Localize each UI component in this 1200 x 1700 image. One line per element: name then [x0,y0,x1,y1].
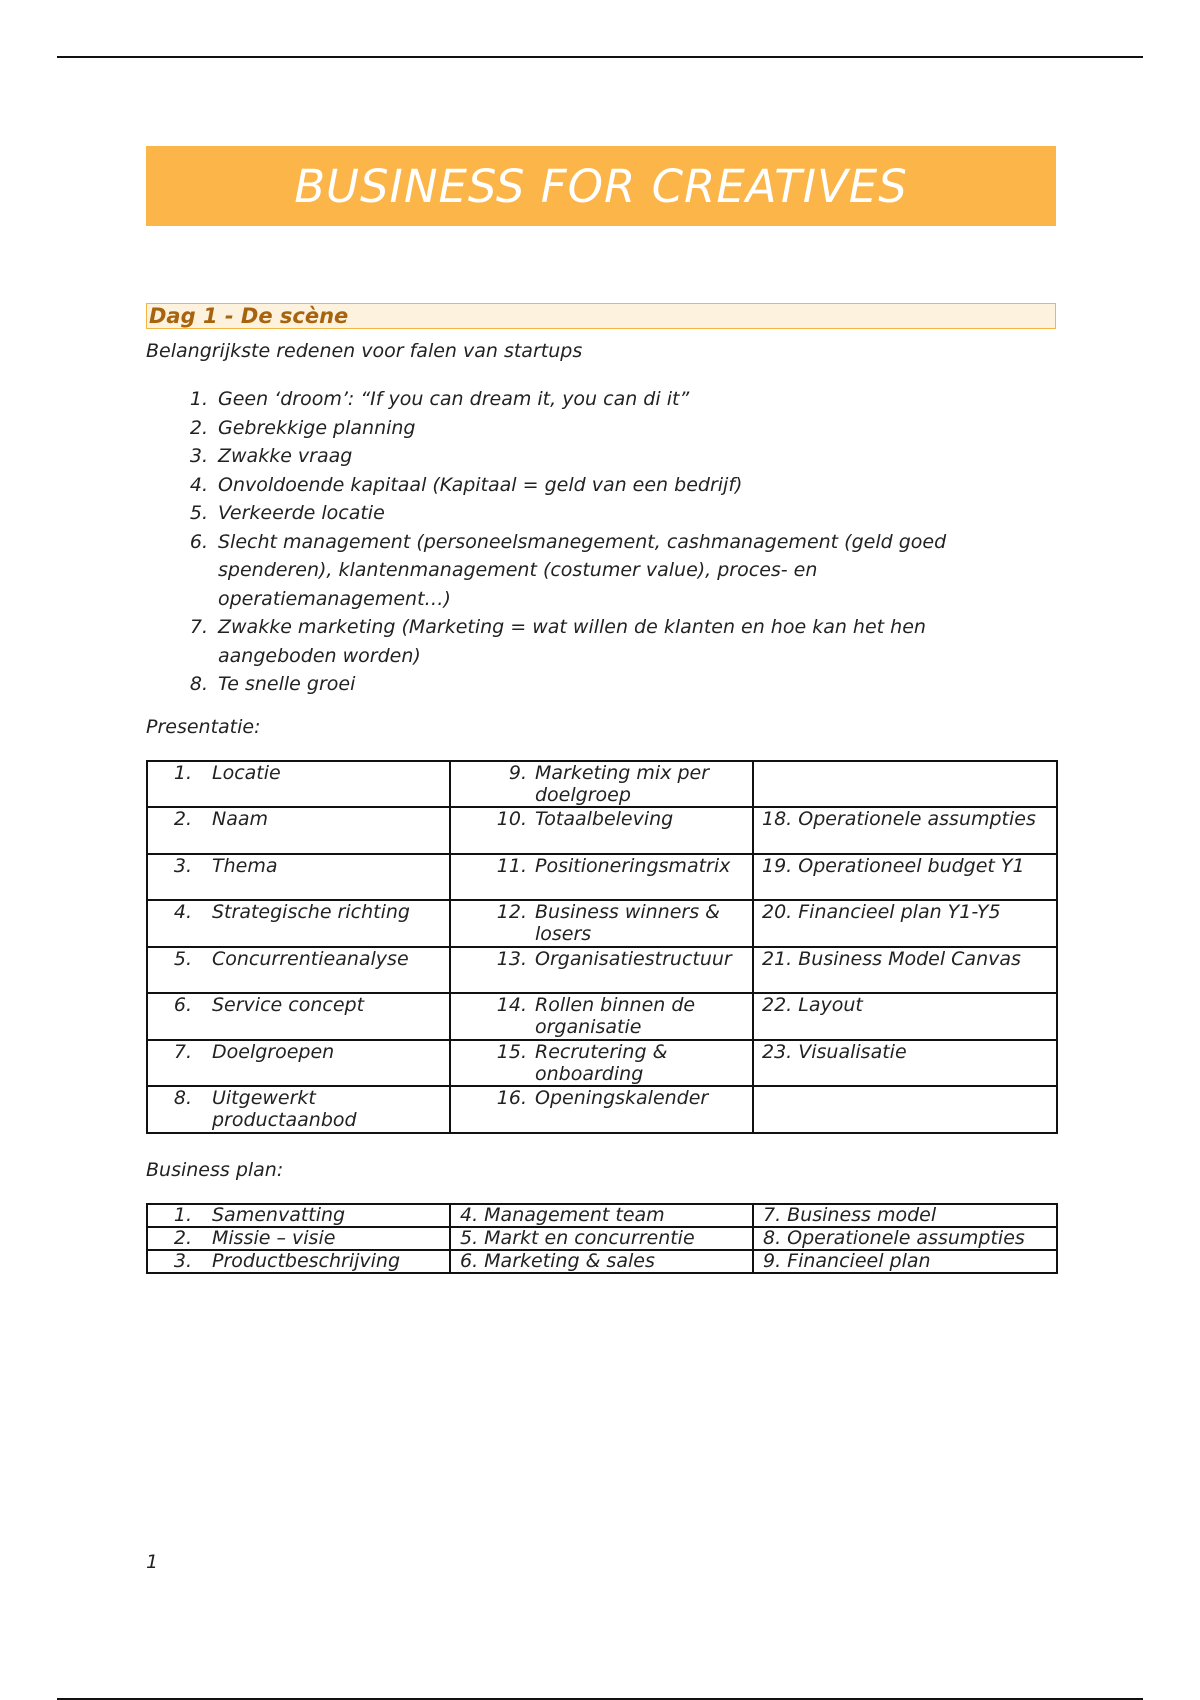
item-label: Naam [212,808,269,830]
cell-content [148,1205,449,1226]
table-row [147,1086,1057,1133]
table-row [147,900,1057,947]
item-number: 7. [173,1040,192,1063]
cell-content [451,855,752,877]
cell-content [148,1087,449,1131]
table-cell: 7. Business model [753,1204,1057,1227]
presentation-table [146,760,1058,1134]
list-item-text: Geen ‘droom’: “If you can dream it, you can di it” [218,388,690,410]
list-item [146,471,1056,500]
table-cell: 23. Visualisatie [753,1040,1057,1087]
list-item-number: 1. [189,388,208,410]
table-cell [147,1040,450,1087]
cell-content [451,948,752,970]
table-cell [450,761,753,808]
table-row [147,993,1057,1040]
title-banner [146,146,1056,226]
list-item [146,414,1056,443]
list-item [146,442,1056,471]
item-number: 6. [173,994,192,1016]
table-cell [147,854,450,901]
table-cell [147,1250,450,1273]
table-cell: 19. Operationeel budget Y1 [753,854,1057,901]
list-item [146,499,1056,528]
table-cell: 21. Business Model Canvas [753,947,1057,994]
table-cell [753,1086,1057,1133]
page-content [146,146,1056,1274]
item-label: Thema [212,854,278,877]
table-cell: 20. Financieel plan Y1-Y5 [753,900,1057,947]
item-number: 1. [173,761,192,784]
table-cell [147,807,450,854]
table-row [147,854,1057,901]
table-row [147,807,1057,854]
cell-content [451,808,752,830]
item-number: 11. [496,854,527,877]
reasons-list [146,385,1056,699]
item-label: Productbeschrijving [212,1249,401,1272]
item-label: Concurrentieanalyse [212,947,409,970]
table-cell [450,807,753,854]
item-label: Samenvatting [212,1203,346,1226]
header-rule [57,56,1143,58]
cell-content [148,901,449,923]
item-number: 2. [173,808,192,830]
list-item-number: 2. [189,416,208,439]
table-cell [450,900,753,947]
item-label: Positioneringsmatrix [535,854,731,877]
cell-content [451,762,752,806]
cell-content [148,1228,449,1249]
item-label: Rollen binnen de organisatie [535,994,696,1038]
list-item-number: 3. [189,445,208,467]
table-cell [147,761,450,808]
cell-content [451,1041,752,1085]
item-number: 16. [496,1087,527,1109]
item-number: 8. [173,1087,192,1109]
table-cell [450,947,753,994]
item-number: 3. [173,854,192,877]
table-cell [450,1086,753,1133]
item-number: 5. [173,947,192,970]
presentation-label: Presentatie: [146,715,261,738]
intro-text: Belangrijkste redenen voor falen van startups [146,340,583,362]
list-item [146,670,1056,699]
table-cell [450,1040,753,1087]
item-number: 1. [173,1203,192,1226]
item-number: 2. [173,1226,192,1249]
item-number: 4. [173,901,192,923]
list-item-text: Te snelle groei [218,673,356,695]
list-item [146,528,1056,614]
item-label: Strategische richting [212,901,410,923]
table-cell: 8. Operationele assumpties [753,1227,1057,1250]
section-heading [146,303,1056,329]
table-cell: 4. Management team [450,1204,753,1227]
item-number: 10. [496,808,527,830]
cell-content [148,808,449,830]
table-cell [753,761,1057,808]
cell-content [148,1041,449,1063]
business-plan-label: Business plan: [146,1158,284,1181]
table-cell [147,1086,450,1133]
list-item [146,385,1056,414]
list-item-number: 8. [189,673,208,695]
item-label: Marketing mix per doelgroep [535,761,710,806]
item-label: Totaalbeleving [535,808,674,830]
item-number: 12. [496,901,527,923]
table-row [147,1227,1057,1250]
table-cell [450,854,753,901]
table-cell [147,900,450,947]
table-cell: 22. Layout [753,993,1057,1040]
table-cell [147,993,450,1040]
table-cell: 9. Financieel plan [753,1250,1057,1273]
table-cell [147,1227,450,1250]
table-cell [450,993,753,1040]
table-cell [147,947,450,994]
table-cell: 5. Markt en concurrentie [450,1227,753,1250]
list-item-number: 4. [189,473,208,496]
list-item-text: Verkeerde locatie [218,502,385,524]
table-cell: 18. Operationele assumpties [753,807,1057,854]
list-item-number: 5. [189,502,208,524]
table-cell [147,1204,450,1227]
cell-content [451,901,752,945]
business-plan-table [146,1203,1058,1274]
item-label: Doelgroepen [212,1040,335,1063]
item-label: Organisatiestructuur [535,947,732,970]
table-cell: 6. Marketing & sales [450,1250,753,1273]
cell-content [148,994,449,1016]
list-item-text: Slecht management (personeelsmanegement, cashmanagement (geld goed spenderen), klantenmanagement (costumer value), proces- en operatiemanagement…) [218,530,947,610]
cell-content [148,948,449,970]
cell-content [148,855,449,877]
list-item-text: Zwakke vraag [218,445,353,467]
page-number: 1 [146,1551,159,1573]
cell-content [451,994,752,1038]
list-item-text: Zwakke marketing (Marketing = wat willen de klanten en hoe kan het hen aangeboden worden) [218,616,926,667]
item-number: 14. [496,994,527,1016]
item-label: Openingskalender [535,1087,709,1109]
table-row [147,1204,1057,1227]
list-item [146,613,1056,670]
table-row [147,1250,1057,1273]
cell-content [148,762,449,784]
item-label: Recrutering & onboarding [535,1040,668,1085]
item-label: Business winners & losers [535,901,720,945]
list-item-number: 7. [189,616,208,638]
item-label: Missie – visie [212,1226,336,1249]
list-item-text: Onvoldoende kapitaal (Kapitaal = geld van een bedrijf) [218,473,743,496]
section-title: Dag 1 - De scène [149,304,349,328]
item-number: 9. [508,761,527,784]
item-number: 15. [496,1040,527,1063]
item-label: Locatie [212,761,281,784]
item-number: 13. [496,947,527,970]
table-row [147,947,1057,994]
item-number: 3. [173,1249,192,1272]
item-label: Uitgewerkt productaanbod [212,1087,357,1131]
table-row [147,1040,1057,1087]
document-title: BUSINESS FOR CREATIVES [294,159,908,213]
list-item-number: 6. [189,530,208,553]
list-item-text: Gebrekkige planning [218,416,416,439]
cell-content [148,1251,449,1272]
table-row [147,761,1057,808]
cell-content [451,1087,752,1109]
item-label: Service concept [212,994,365,1016]
